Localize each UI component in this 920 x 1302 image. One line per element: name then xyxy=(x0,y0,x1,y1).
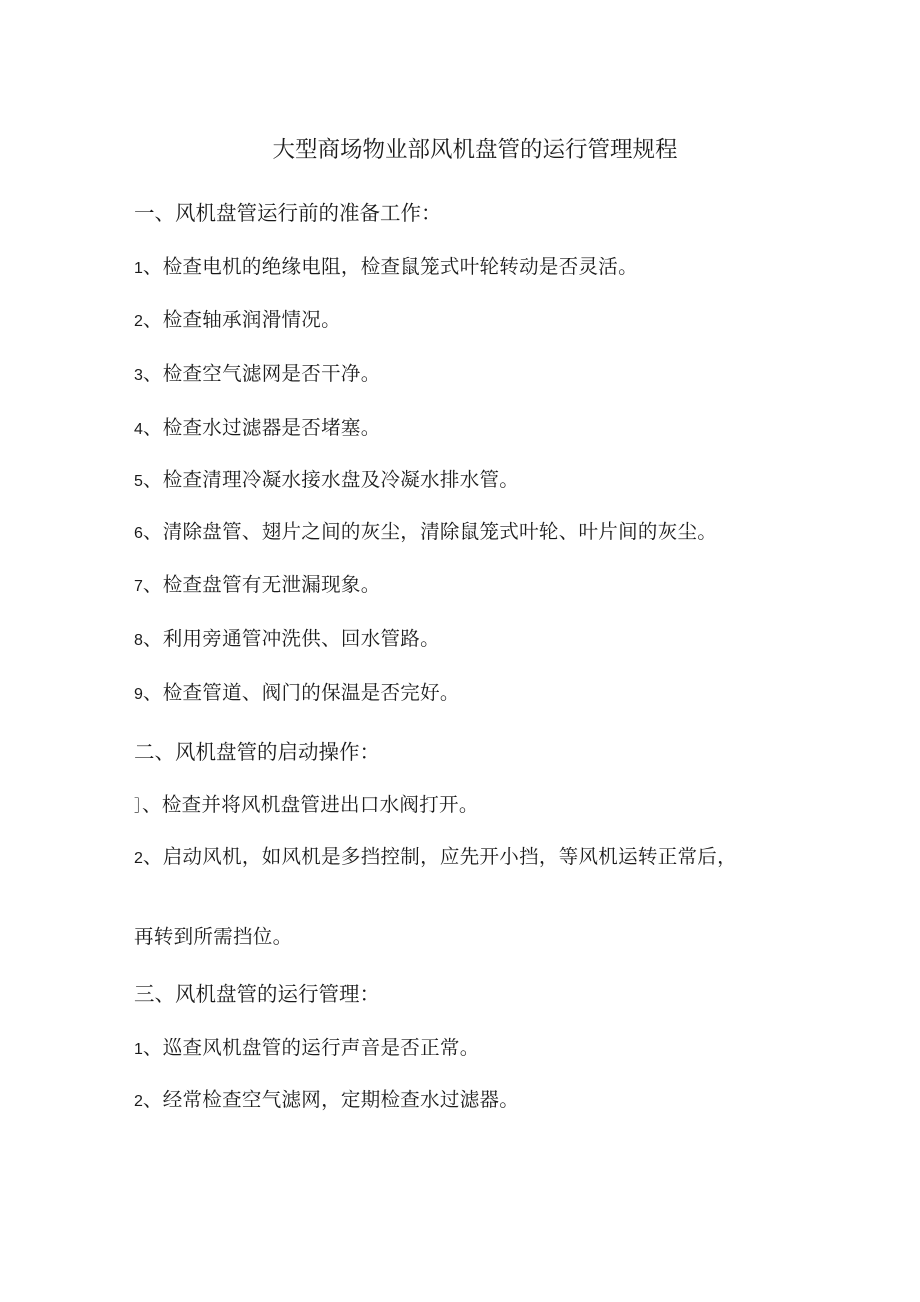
list-item: 4、检查水过滤器是否堵塞。 xyxy=(134,416,381,439)
section-heading-2: 二、风机盘管的启动操作： xyxy=(134,740,380,764)
document-title: 大型商场物业部风机盘管的运行管理规程 xyxy=(272,137,678,163)
list-item: 3、检查空气滤网是否干净。 xyxy=(134,362,381,385)
list-item: 2、检查轴承润滑情况。 xyxy=(134,308,341,331)
section-heading-1: 一、风机盘管运行前的准备工作： xyxy=(134,201,442,225)
list-item: 1、检查电机的绝缘电阻，检查鼠笼式叶轮转动是否灵活。 xyxy=(134,255,638,278)
list-item-continuation: 再转到所需挡位。 xyxy=(134,925,293,948)
list-item: 9、检查管道、阀门的保温是否完好。 xyxy=(134,681,460,704)
list-item: 2、经常检查空气滤网，定期检查水过滤器。 xyxy=(134,1088,520,1111)
list-item: 7、检查盘管有无泄漏现象。 xyxy=(134,573,381,596)
list-item: 1、巡查风机盘管的运行声音是否正常。 xyxy=(134,1036,480,1059)
list-item: ］、检查并将风机盘管进出口水阀打开。 xyxy=(134,793,479,816)
section-heading-3: 三、风机盘管的运行管理： xyxy=(134,982,380,1006)
list-item: 8、利用旁通管冲洗供、回水管路。 xyxy=(134,627,440,650)
list-item: 2、启动风机，如风机是多挡控制，应先开小挡，等风机运转正常后， xyxy=(134,845,737,868)
list-item: 6、清除盘管、翅片之间的灰尘，清除鼠笼式叶轮、叶片间的灰尘。 xyxy=(134,520,718,543)
list-item: 5、检查清理冷凝水接水盘及冷凝水排水管。 xyxy=(134,468,520,491)
